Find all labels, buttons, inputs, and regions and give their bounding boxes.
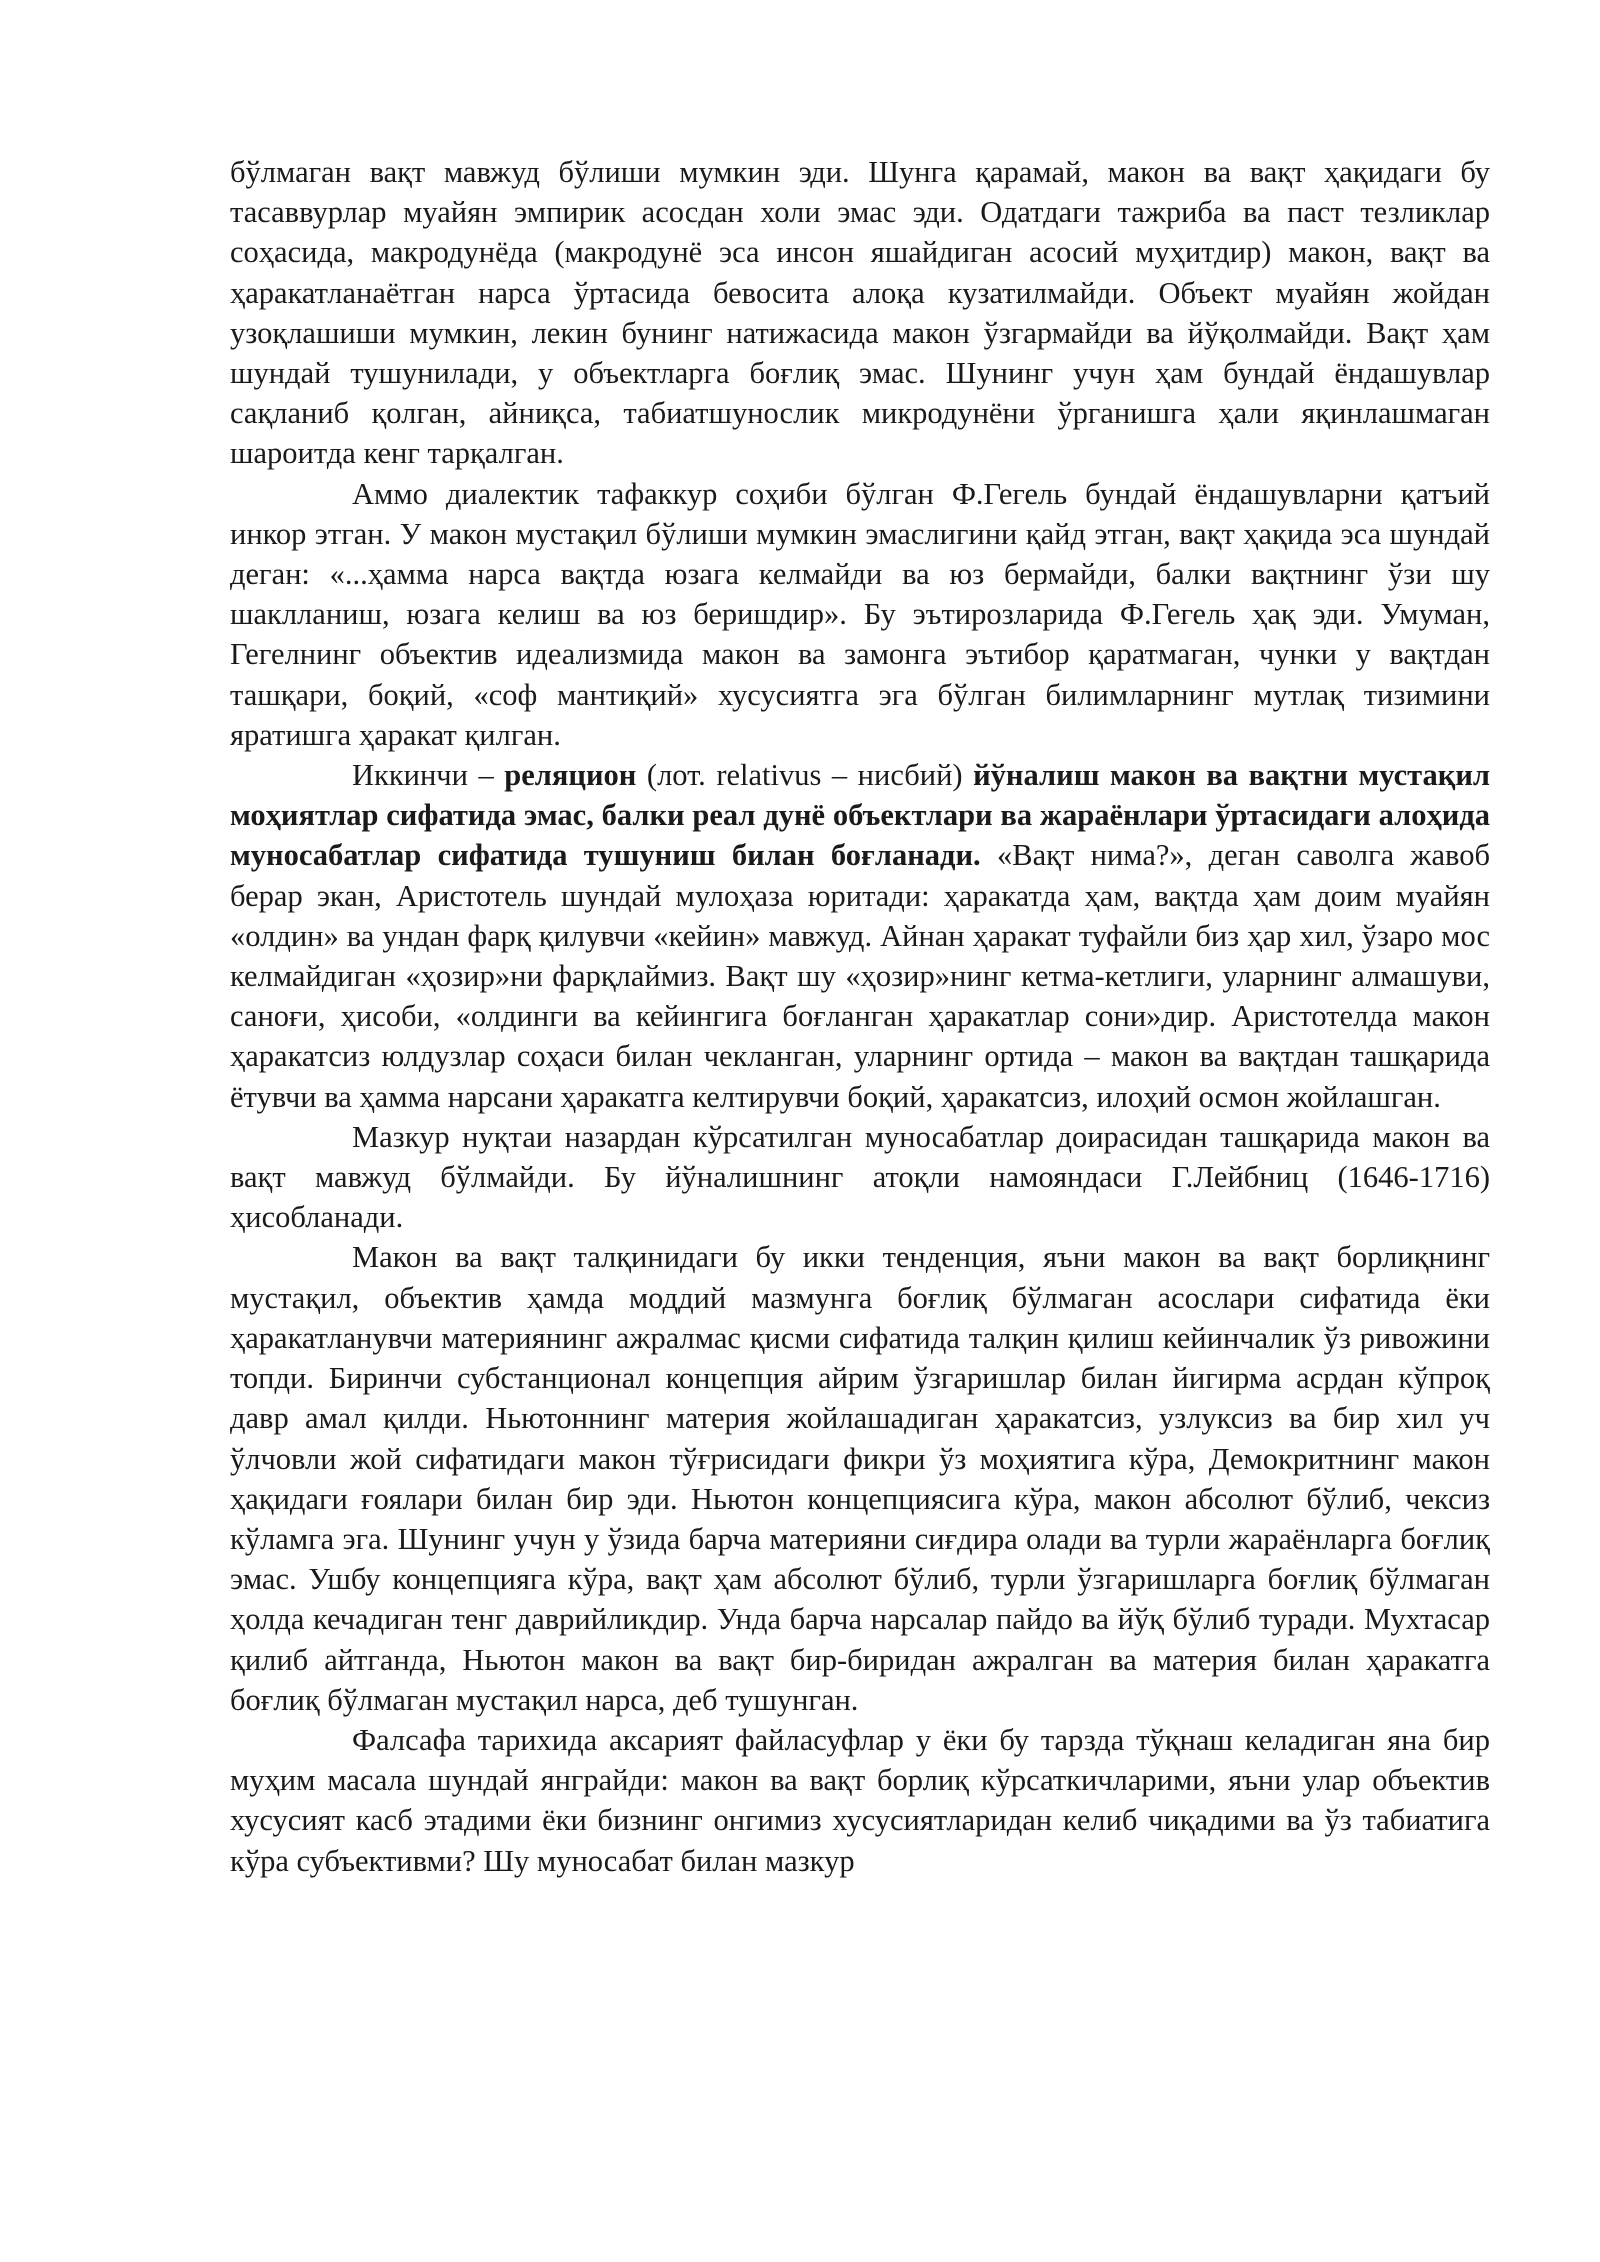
- document-page: [230, 152, 1490, 1881]
- paragraph-text: (лот. relativus – нисбий): [636, 758, 974, 793]
- paragraph-2: [230, 474, 1490, 755]
- paragraph-text: Мазкур нуқтаи назардан кўрсатилган муносабатлар доирасидан ташқарида макон ва вақт мавжуд бўлмайди. Бу йўналишнинг атоқли намояндаси Г.Лейбниц (1646-1716) ҳисобланади.: [230, 1119, 1490, 1235]
- paragraph-text: Фалсафа тарихида аксарият файласуфлар у ёки бу тарзда тўқнаш келадиган яна бир муҳим масала шундай янграйди: макон ва вақт борлиқ кўрсаткичларими, яъни улар объектив хусусият касб этадими ёки бизнинг онгимиз хусусиятларидан келиб чиқадими ва ўз табиатига кўра субъективми? Шу муносабат билан мазкур: [230, 1722, 1490, 1878]
- paragraph-6: [230, 1720, 1490, 1881]
- paragraph-text: Аммо диалектик тафаккур соҳиби бўлган Ф.Гегель бундай ёндашувларни қатъий инкор этган. У макон мустақил бўлиши мумкин эмаслигини қайд этган, вақт ҳақида эса шундай деган: «...ҳамма нарса вақтда юзага келмайди ва юз бермайди, балки вақтнинг ўзи шу шаклланиш, юзага келиш ва юз беришдир». Бу эътирозларида Ф.Гегель ҳақ эди. Умуман, Гегелнинг объектив идеализмида макон ва замонга эътибор қаратмаган, чунки у вақтдан ташқари, боқий, «соф мантиқий» хусусиятга эга бўлган билимларнинг мутлақ тизимини яратишга ҳаракат қилган.: [230, 476, 1490, 752]
- paragraph-text: Макон ва вақт талқинидаги бу икки тенденция, яъни макон ва вақт борлиқнинг мустақил, объектив ҳамда моддий мазмунга боғлиқ бўлмаган асослари сифатида ёки ҳаракатланувчи материянинг ажралмас қисми сифатида талқин қилиш кейинчалик ўз ривожини топди. Биринчи субстанционал концепция айрим ўзгаришлар билан йигирма асрдан кўпроқ давр амал қилди. Ньютоннинг материя жойлашадиган ҳаракатсиз, узлуксиз ва бир хил уч ўлчовли жой сифатидаги макон тўғрисидаги фикри ўз моҳиятига кўра, Демокритнинг макон ҳақидаги ғоялари билан бир эди. Ньютон концепциясига кўра, макон абсолют бўлиб, чексиз кўламга эга. Шунинг учун у ўзида барча материяни сиғдира олади ва турли жараёнларга боғлиқ эмас. Ушбу концепцияга кўра, вақт ҳам абсолют бўлиб, турли ўзгаришларга боғлиқ бўлмаган ҳолда кечадиган тенг даврийликдир. Унда барча нарсалар пайдо ва йўқ бўлиб туради. Мухтасар қилиб айтганда, Ньютон макон ва вақт бир-биридан ажралган ва материя билан ҳаракатга боғлиқ бўлмаган мустақил нарса, деб тушунган.: [230, 1240, 1490, 1717]
- paragraph-text: «Вақт нима?», деган саволга жавоб берар экан, Аристотель шундай мулоҳаза юритади: ҳаракатда ҳам, вақтда ҳам доим муайян «олдин» ва ундан фарқ қилувчи «кейин» мавжуд. Айнан ҳаракат туфайли биз ҳар хил, ўзаро мос келмайдиган «ҳозир»ни фарқлаймиз. Вақт шу «ҳозир»нинг кетма-кетлиги, уларнинг алмашуви, саноғи, ҳисоби, «олдинги ва кейингига боғланган ҳаракатлар сони»дир. Аристотелда макон ҳаракатсиз юлдузлар соҳаси билан чекланган, уларнинг ортида – макон ва вақтдан ташқарида ётувчи ва ҳамма нарсани ҳаракатга келтирувчи боқий, ҳаракатсиз, илоҳий осмон жойлашган.: [230, 838, 1490, 1114]
- paragraph-5: [230, 1237, 1490, 1719]
- paragraph-3: [230, 755, 1490, 1117]
- paragraph-text: бўлмаган вақт мавжуд бўлиши мумкин эди. Шунга қарамай, макон ва вақт ҳақидаги бу тасаввурлар муайян эмпирик асосдан холи эмас эди. Одатдаги тажриба ва паст тезликлар соҳасида, макродунёда (макродунё эса инсон яшайдиган асосий муҳитдир) макон, вақт ва ҳаракатланаётган нарса ўртасида бевосита алоқа кузатилмайди. Объект муайян жойдан узоқлашиши мумкин, лекин бунинг натижасида макон ўзгармайди ва йўқолмайди. Вақт ҳам шундай тушунилади, у объектларга боғлиқ эмас. Шунинг учун ҳам бундай ёндашувлар сақланиб қолган, айниқса, табиатшунослик микродунёни ўрганишга ҳали яқинлашмаган шароитда кенг тарқалган.: [230, 155, 1490, 471]
- paragraph-text: Иккинчи –: [352, 758, 505, 793]
- bold-definition: йўналиш макон ва вақтни мустақил моҳиятлар сифатида эмас, балки реал дунё объектлари ва жараёнлари ўртасидаги алоҳида муносабатлар сифатида тушуниш билан боғланади.: [230, 758, 1491, 873]
- bold-term: реляцион: [504, 758, 637, 793]
- paragraph-4: [230, 1117, 1490, 1238]
- paragraph-1: [230, 152, 1490, 474]
